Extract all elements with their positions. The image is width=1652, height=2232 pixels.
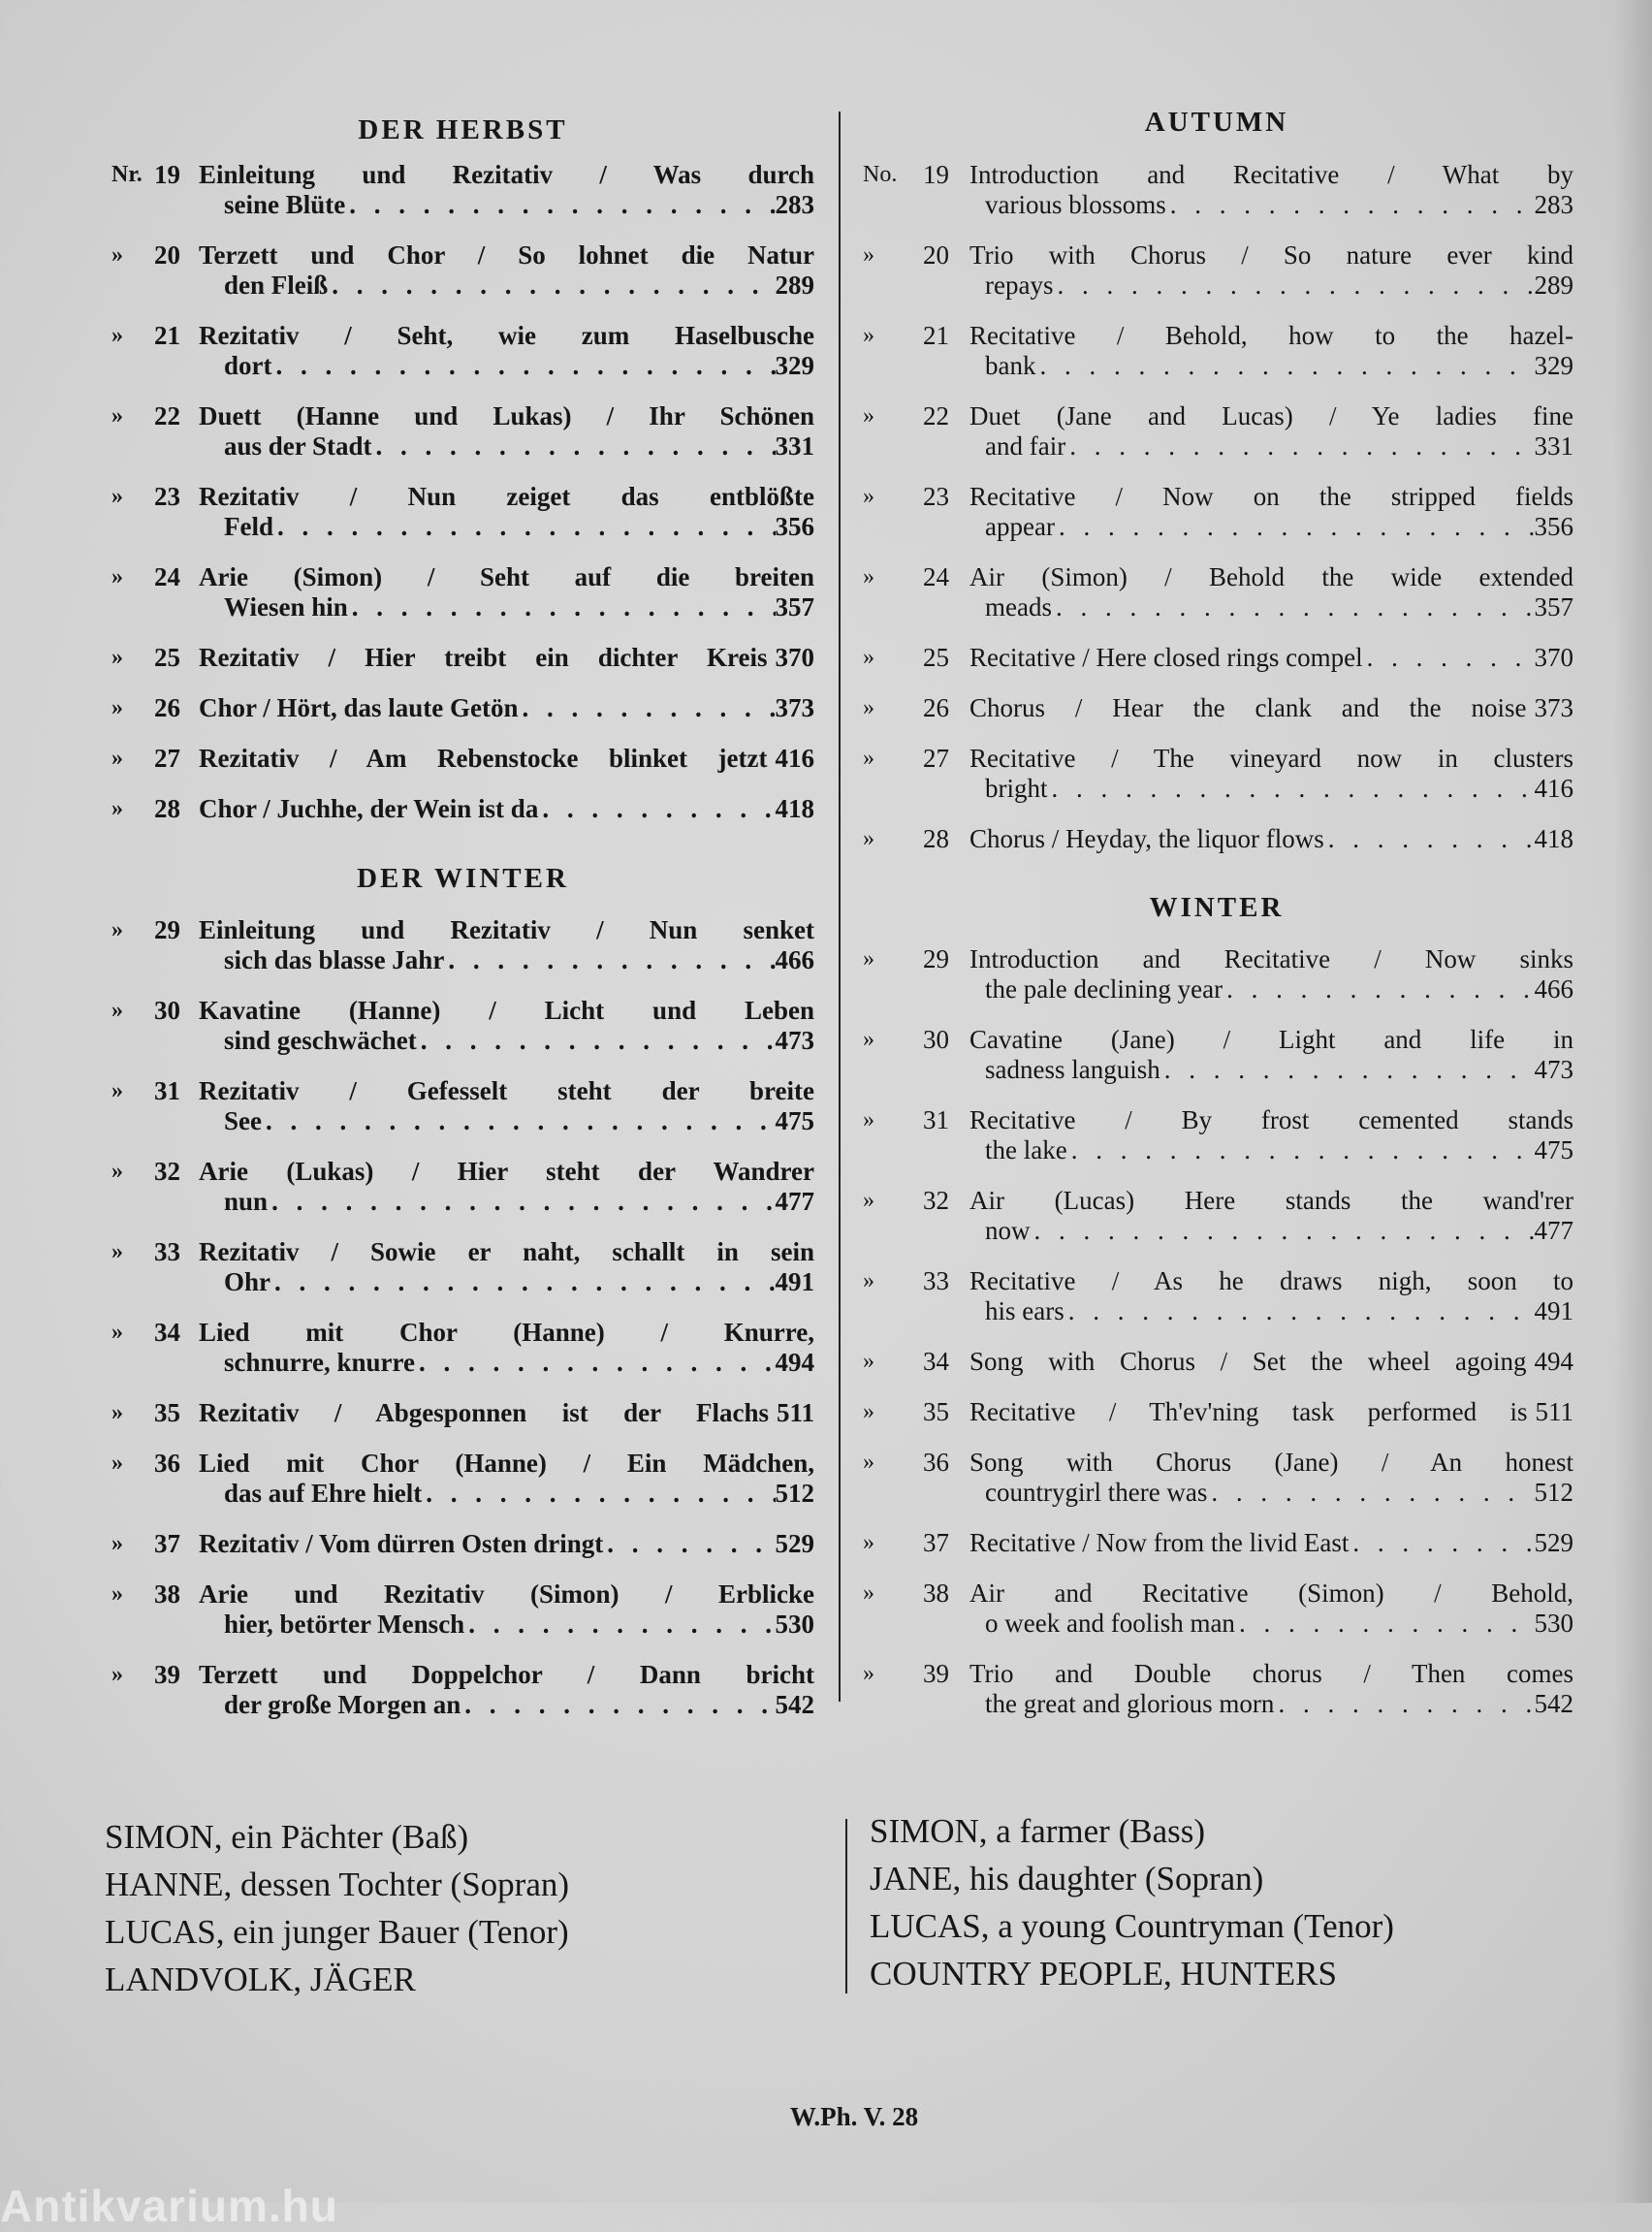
entry-page: 418 (1534, 824, 1573, 853)
cast-item: LUCAS, a young Countryman (Tenor) (870, 1907, 1394, 1945)
entry-prefix: » (111, 746, 123, 771)
entry-number: 19 (923, 160, 949, 189)
contents-entry (863, 693, 1573, 723)
contents-entry (111, 160, 814, 220)
contents-list-english-autumn (863, 160, 1573, 875)
contents-entry (111, 744, 814, 774)
entry-page: 356 (775, 512, 814, 541)
entry-page: 491 (1534, 1296, 1573, 1325)
entry-page: 370 (1534, 643, 1573, 672)
entry-page: 530 (775, 1610, 814, 1639)
entry-number: 22 (154, 401, 180, 430)
entry-title: Trio and Double chorus / Then comes (969, 1659, 1573, 1688)
entry-number: 32 (154, 1157, 180, 1186)
entry-number: 29 (923, 944, 949, 973)
heading-der-herbst: DER HERBST (358, 114, 568, 145)
entry-number: 33 (923, 1266, 949, 1295)
entry-number: 20 (154, 240, 180, 270)
cast-list-german (105, 1813, 569, 2003)
dot-leader (415, 1348, 775, 1378)
entry-title-continued: sich das blasse Jahr (224, 945, 445, 974)
entry-number: 31 (923, 1105, 949, 1134)
entry-page: 357 (775, 592, 814, 622)
entry-number: 36 (923, 1448, 949, 1477)
contents-entry (111, 401, 814, 462)
contents-entry (863, 482, 1573, 542)
entry-page: 511 (1535, 1397, 1573, 1426)
entry-title: Recitative / The vineyard now in clusters (969, 744, 1573, 773)
entry-title-continued: dort (224, 351, 272, 380)
entry-title-continued: bright (985, 774, 1048, 803)
heading-autumn: AUTUMN (1144, 107, 1289, 138)
contents-entry (863, 1347, 1573, 1377)
entry-page: 542 (775, 1690, 814, 1719)
entry-number: 26 (923, 693, 949, 722)
entry-prefix: » (863, 1268, 874, 1293)
entry-title-continued: seine Blüte (224, 190, 346, 219)
contents-entry (863, 401, 1573, 462)
dot-leader (1065, 431, 1534, 462)
entry-number: 31 (154, 1076, 180, 1105)
entry-number: 22 (923, 401, 949, 430)
entry-title: Chorus / Hear the clank and the noise (969, 693, 1527, 722)
contents-entry (111, 562, 814, 622)
dot-leader (464, 1610, 775, 1640)
entry-number: 30 (923, 1025, 949, 1054)
entry-title-continued: o week and foolish man (985, 1609, 1235, 1638)
entry-title-continued: appear (985, 512, 1055, 541)
entry-prefix: » (111, 645, 123, 670)
entry-title: Recitative / As he draws nigh, soon to (969, 1266, 1573, 1295)
entry-title-continued: schnurre, knurre (224, 1348, 416, 1377)
entry-page: 289 (775, 271, 814, 300)
dot-leader (273, 512, 776, 542)
dot-leader (1055, 512, 1535, 542)
entry-title-continued: and fair (985, 431, 1066, 461)
entry-page: 529 (1534, 1528, 1573, 1557)
entry-prefix: » (111, 695, 123, 720)
entry-page: 418 (775, 794, 814, 823)
entry-title: Lied mit Chor (Hanne) / Ein Mädchen, (199, 1449, 814, 1478)
dot-leader (345, 190, 775, 220)
entry-prefix: » (111, 1320, 123, 1345)
contents-entry (111, 1660, 814, 1720)
entry-page: 416 (775, 744, 814, 773)
contents-entry (863, 1397, 1573, 1427)
contents-entry (111, 321, 814, 381)
entry-prefix: » (863, 323, 874, 348)
dot-leader (538, 794, 775, 824)
entry-number: 35 (923, 1397, 949, 1426)
entry-title-continued: various blossoms (985, 190, 1166, 219)
entry-number: 28 (154, 794, 180, 823)
contents-entry (111, 1449, 814, 1509)
entry-prefix: » (863, 1188, 874, 1213)
entry-title: Song with Chorus / Set the wheel agoing (969, 1347, 1527, 1376)
entry-title-continued: the great and glorious morn (985, 1689, 1275, 1718)
entry-title-continued: der große Morgen an (224, 1690, 461, 1719)
dot-leader (1064, 1296, 1535, 1326)
entry-title-continued: now (985, 1216, 1031, 1245)
entry-prefix: » (863, 1580, 874, 1606)
entry-number: 20 (923, 240, 949, 270)
dot-leader (603, 1529, 775, 1559)
entry-title: Air (Lucas) Here stands the wand'rer (969, 1186, 1573, 1215)
entry-page: 329 (775, 351, 814, 380)
page-edge-shadow (1613, 0, 1652, 2203)
entry-prefix: » (863, 645, 874, 670)
entry-title-continued: den Fleiß (224, 271, 329, 300)
entry-page: 373 (775, 693, 814, 722)
contents-entry (863, 1528, 1573, 1558)
contents-entry (111, 996, 814, 1056)
publisher-number: W.Ph. V. 28 (789, 2102, 919, 2131)
entry-title: Recitative / Behold, how to the hazel- (969, 321, 1573, 350)
entry-page: 331 (775, 431, 814, 461)
contents-entry (111, 1579, 814, 1640)
cast-item: HANNE, dessen Tochter (Sopran) (105, 1865, 570, 1903)
entry-title: Recitative / Here closed rings compel (969, 643, 1363, 672)
entry-number: 35 (154, 1398, 180, 1427)
entry-page: 512 (775, 1479, 814, 1508)
contents-entry (111, 915, 814, 975)
entry-number: 25 (923, 643, 949, 672)
entry-prefix: » (863, 1349, 874, 1374)
entry-title: Recitative / Now on the stripped fields (969, 482, 1573, 511)
entry-number: 37 (154, 1529, 180, 1558)
entry-page: 511 (776, 1398, 814, 1427)
dot-leader (1031, 1216, 1535, 1246)
contents-entry (111, 1237, 814, 1297)
entry-title: Chorus / Heyday, the liquor flows (969, 824, 1324, 853)
entry-title: Terzett und Chor / So lohnet die Natur (199, 240, 814, 270)
entry-title: Kavatine (Hanne) / Licht und Leben (199, 996, 814, 1025)
contents-entry (111, 794, 814, 824)
entry-title-continued: See (224, 1106, 262, 1135)
entry-number: 33 (154, 1237, 180, 1266)
entry-number: 30 (154, 996, 180, 1025)
entry-page: 530 (1534, 1609, 1573, 1638)
heading-der-winter: DER WINTER (357, 863, 569, 894)
entry-page: 491 (775, 1267, 814, 1296)
dot-leader (1035, 351, 1534, 381)
dot-leader (1223, 974, 1534, 1004)
entry-prefix: » (111, 796, 123, 821)
entry-title: Trio with Chorus / So nature ever kind (969, 240, 1573, 270)
entry-page: 416 (1534, 774, 1573, 803)
cast-item: LUCAS, ein junger Bauer (Tenor) (105, 1913, 569, 1951)
entry-prefix: » (111, 323, 123, 348)
entry-title: Terzett und Doppelchor / Dann bricht (199, 1660, 814, 1689)
entry-page: 494 (775, 1348, 814, 1377)
entry-title: Rezitativ / Seht, wie zum Haselbusche (199, 321, 814, 350)
entry-number: 32 (923, 1186, 949, 1215)
contents-entry (111, 1398, 814, 1428)
entry-page: 370 (775, 643, 814, 672)
entry-prefix: » (111, 484, 123, 509)
entry-title: Duet (Jane and Lucas) / Ye ladies fine (969, 401, 1573, 430)
entry-title: Rezitativ / Am Rebenstocke blinket jetzt (199, 744, 768, 773)
entry-title: Recitative / Now from the livid East (969, 1528, 1350, 1557)
entry-title-continued: Feld (224, 512, 273, 541)
entry-number: 29 (154, 915, 180, 944)
contents-entry (863, 1266, 1573, 1326)
contents-entry (111, 240, 814, 301)
cast-item: SIMON, a farmer (Bass) (870, 1812, 1206, 1850)
entry-page: 373 (1534, 693, 1573, 722)
dot-leader (1349, 1528, 1534, 1558)
contents-entry (863, 160, 1573, 220)
entry-title: Rezitativ / Nun zeiget das entblößte (199, 482, 814, 511)
entry-number: 26 (154, 693, 180, 722)
dot-leader (272, 351, 776, 381)
entry-title: Einleitung und Rezitativ / Nun senket (199, 915, 814, 944)
entry-number: 36 (154, 1449, 180, 1478)
contents-entry (111, 1318, 814, 1378)
dot-leader (1235, 1609, 1535, 1639)
dot-leader (1166, 190, 1535, 220)
dot-leader (1053, 271, 1534, 301)
dot-leader (1207, 1478, 1534, 1508)
contents-entry (863, 1105, 1573, 1165)
entry-title-continued: Wiesen hin (224, 592, 348, 622)
contents-entry (863, 321, 1573, 381)
entry-title: Rezitativ / Abgesponnen ist der Flachs (199, 1398, 769, 1427)
dot-leader (444, 945, 775, 975)
entry-title-continued: hier, betörter Mensch (224, 1610, 465, 1639)
entry-title-continued: sind geschwächet (224, 1026, 417, 1055)
entry-prefix: » (863, 403, 874, 429)
entry-prefix: » (863, 1027, 874, 1052)
entry-page: 473 (1534, 1055, 1573, 1084)
entry-page: 356 (1534, 512, 1573, 541)
contents-entry (111, 1529, 814, 1559)
entry-prefix: » (863, 695, 874, 720)
entry-page: 475 (775, 1106, 814, 1135)
entry-page: 331 (1534, 431, 1573, 461)
dot-leader (1363, 643, 1535, 673)
entry-page: 466 (775, 945, 814, 974)
dot-leader (1160, 1055, 1535, 1085)
contents-entry (863, 643, 1573, 673)
contents-entry (863, 1186, 1573, 1246)
entry-title: Cavatine (Jane) / Light and life in (969, 1025, 1573, 1054)
entry-page: 477 (775, 1187, 814, 1216)
entry-number: 25 (154, 643, 180, 672)
entry-number: 24 (154, 562, 180, 591)
entry-prefix: » (863, 746, 874, 771)
entry-prefix: » (863, 1399, 874, 1424)
contents-list-english-winter (863, 944, 1573, 1739)
entry-prefix: » (863, 1530, 874, 1555)
entry-title: Recitative / By frost cemented stands (969, 1105, 1573, 1134)
entry-title: Arie (Simon) / Seht auf die breiten (199, 562, 814, 591)
entry-number: 34 (923, 1347, 949, 1376)
entry-title-continued: bank (985, 351, 1036, 380)
entry-title-continued: the pale declining year (985, 974, 1223, 1004)
cast-item: LANDVOLK, JÄGER (105, 1961, 416, 1998)
entry-prefix: » (863, 564, 874, 590)
entry-prefix: » (863, 484, 874, 509)
entry-prefix: » (111, 403, 123, 429)
entry-title-continued: meads (985, 592, 1052, 622)
cast-divider (845, 1819, 847, 1993)
entry-prefix: Nr. (111, 162, 143, 187)
entry-title: Rezitativ / Gefesselt steht der breite (199, 1076, 814, 1105)
entry-prefix: No. (863, 162, 898, 187)
dot-leader (461, 1690, 775, 1720)
entry-prefix: » (111, 917, 123, 942)
dot-leader (519, 693, 776, 723)
contents-entry (863, 824, 1573, 854)
dot-leader (262, 1106, 776, 1136)
cast-item: SIMON, ein Pächter (Baß) (105, 1818, 469, 1856)
entry-number: 24 (923, 562, 949, 591)
contents-entry (863, 240, 1573, 301)
entry-page: 475 (1534, 1135, 1573, 1164)
entry-title-continued: aus der Stadt (224, 431, 372, 461)
entry-prefix: » (111, 1451, 123, 1476)
entry-title-continued: repays (985, 271, 1054, 300)
watermark: Antikvarium.hu (0, 2181, 338, 2231)
entry-title-continued: countrygirl there was (985, 1478, 1208, 1507)
entry-prefix: » (111, 1662, 123, 1687)
entry-page: 466 (1534, 974, 1573, 1004)
dot-leader (1274, 1689, 1534, 1719)
entry-title: Recitative / Th'ev'ning task performed is (969, 1397, 1528, 1426)
dot-leader (268, 1187, 775, 1217)
heading-winter: WINTER (1149, 892, 1285, 923)
entry-prefix: » (111, 998, 123, 1023)
entry-page: 283 (1534, 190, 1573, 219)
entry-title: Rezitativ / Sowie er naht, schallt in sein (199, 1237, 814, 1266)
entry-prefix: » (111, 242, 123, 268)
entry-title: Arie (Lukas) / Hier steht der Wandrer (199, 1157, 814, 1186)
entry-title: Air (Simon) / Behold the wide extended (969, 562, 1573, 591)
cast-list-english (870, 1807, 1394, 1997)
entry-page: 542 (1534, 1689, 1573, 1718)
entry-number: 39 (154, 1660, 180, 1689)
entry-number: 28 (923, 824, 949, 853)
cast-item: COUNTRY PEOPLE, HUNTERS (870, 1955, 1337, 1993)
entry-number: 38 (154, 1579, 180, 1609)
contents-list-german-winter (111, 915, 814, 1740)
entry-number: 21 (154, 321, 180, 350)
entry-page: 512 (1534, 1478, 1573, 1507)
contents-entry (863, 1025, 1573, 1085)
contents-entry (863, 562, 1573, 622)
contents-entry (111, 643, 814, 673)
column-divider (839, 112, 841, 1702)
entry-title: Introduction and Recitative / Now sinks (969, 944, 1573, 973)
dot-leader (417, 1026, 776, 1056)
entry-number: 39 (923, 1659, 949, 1688)
entry-title-continued: his ears (985, 1296, 1064, 1325)
entry-title: Duett (Hanne und Lukas) / Ihr Schönen (199, 401, 814, 430)
dot-leader (422, 1479, 775, 1509)
entry-number: 27 (923, 744, 949, 773)
entry-title: Chor / Juchhe, der Wein ist da (199, 794, 539, 823)
entry-prefix: » (111, 1531, 123, 1556)
cast-item: JANE, his daughter (Sopran) (870, 1860, 1264, 1897)
contents-entry (111, 1076, 814, 1136)
entry-title-continued: Ohr (224, 1267, 271, 1296)
entry-page: 477 (1534, 1216, 1573, 1245)
entry-title: Arie und Rezitativ (Simon) / Erblicke (199, 1579, 814, 1609)
contents-entry (863, 1578, 1573, 1639)
dot-leader (1048, 774, 1535, 804)
entry-prefix: » (863, 1450, 874, 1475)
entry-title-continued: sadness languish (985, 1055, 1160, 1084)
entry-page: 529 (775, 1529, 814, 1558)
entry-number: 37 (923, 1528, 949, 1557)
entry-title-continued: the lake (985, 1135, 1067, 1164)
dot-leader (1067, 1135, 1535, 1165)
contents-entry (863, 944, 1573, 1004)
entry-prefix: » (111, 1159, 123, 1184)
entry-prefix: » (863, 826, 874, 851)
entry-number: 38 (923, 1578, 949, 1608)
entry-number: 27 (154, 744, 180, 773)
entry-prefix: » (863, 1661, 874, 1686)
entry-title: Song with Chorus (Jane) / An honest (969, 1448, 1573, 1477)
entry-title: Rezitativ / Vom dürren Osten dringt (199, 1529, 604, 1558)
dot-leader (270, 1267, 775, 1297)
entry-prefix: » (863, 1107, 874, 1132)
entry-title: Chor / Hört, das laute Getön (199, 693, 519, 722)
contents-entry (111, 482, 814, 542)
entry-prefix: » (111, 1400, 123, 1425)
entry-prefix: » (863, 242, 874, 268)
contents-list-german-autumn (111, 160, 814, 845)
entry-prefix: » (863, 946, 874, 972)
entry-title: Rezitativ / Hier treibt ein dichter Kreis (199, 643, 768, 672)
dot-leader (1324, 824, 1535, 854)
dot-leader (328, 271, 775, 301)
entry-title: Lied mit Chor (Hanne) / Knurre, (199, 1318, 814, 1347)
entry-title: Air and Recitative (Simon) / Behold, (969, 1578, 1573, 1608)
contents-entry (111, 1157, 814, 1217)
contents-entry (111, 693, 814, 723)
dot-leader (1052, 592, 1535, 622)
dot-leader (372, 431, 776, 462)
entry-page: 357 (1534, 592, 1573, 622)
entry-page: 283 (775, 190, 814, 219)
entry-number: 23 (154, 482, 180, 511)
entry-number: 19 (154, 160, 180, 189)
entry-number: 21 (923, 321, 949, 350)
entry-prefix: » (111, 564, 123, 590)
entry-title: Einleitung und Rezitativ / Was durch (199, 160, 814, 189)
entry-number: 34 (154, 1318, 180, 1347)
contents-entry (863, 744, 1573, 804)
entry-title-continued: das auf Ehre hielt (224, 1479, 423, 1508)
entry-prefix: » (111, 1078, 123, 1103)
dot-leader (348, 592, 776, 622)
entry-prefix: » (111, 1581, 123, 1607)
entry-title-continued: nun (224, 1187, 269, 1216)
entry-page: 329 (1534, 351, 1573, 380)
entry-prefix: » (111, 1239, 123, 1264)
contents-entry (863, 1448, 1573, 1508)
entry-page: 494 (1534, 1347, 1573, 1376)
contents-entry (863, 1659, 1573, 1719)
entry-page: 473 (775, 1026, 814, 1055)
entry-page: 289 (1534, 271, 1573, 300)
entry-number: 23 (923, 482, 949, 511)
entry-title: Introduction and Recitative / What by (969, 160, 1573, 189)
